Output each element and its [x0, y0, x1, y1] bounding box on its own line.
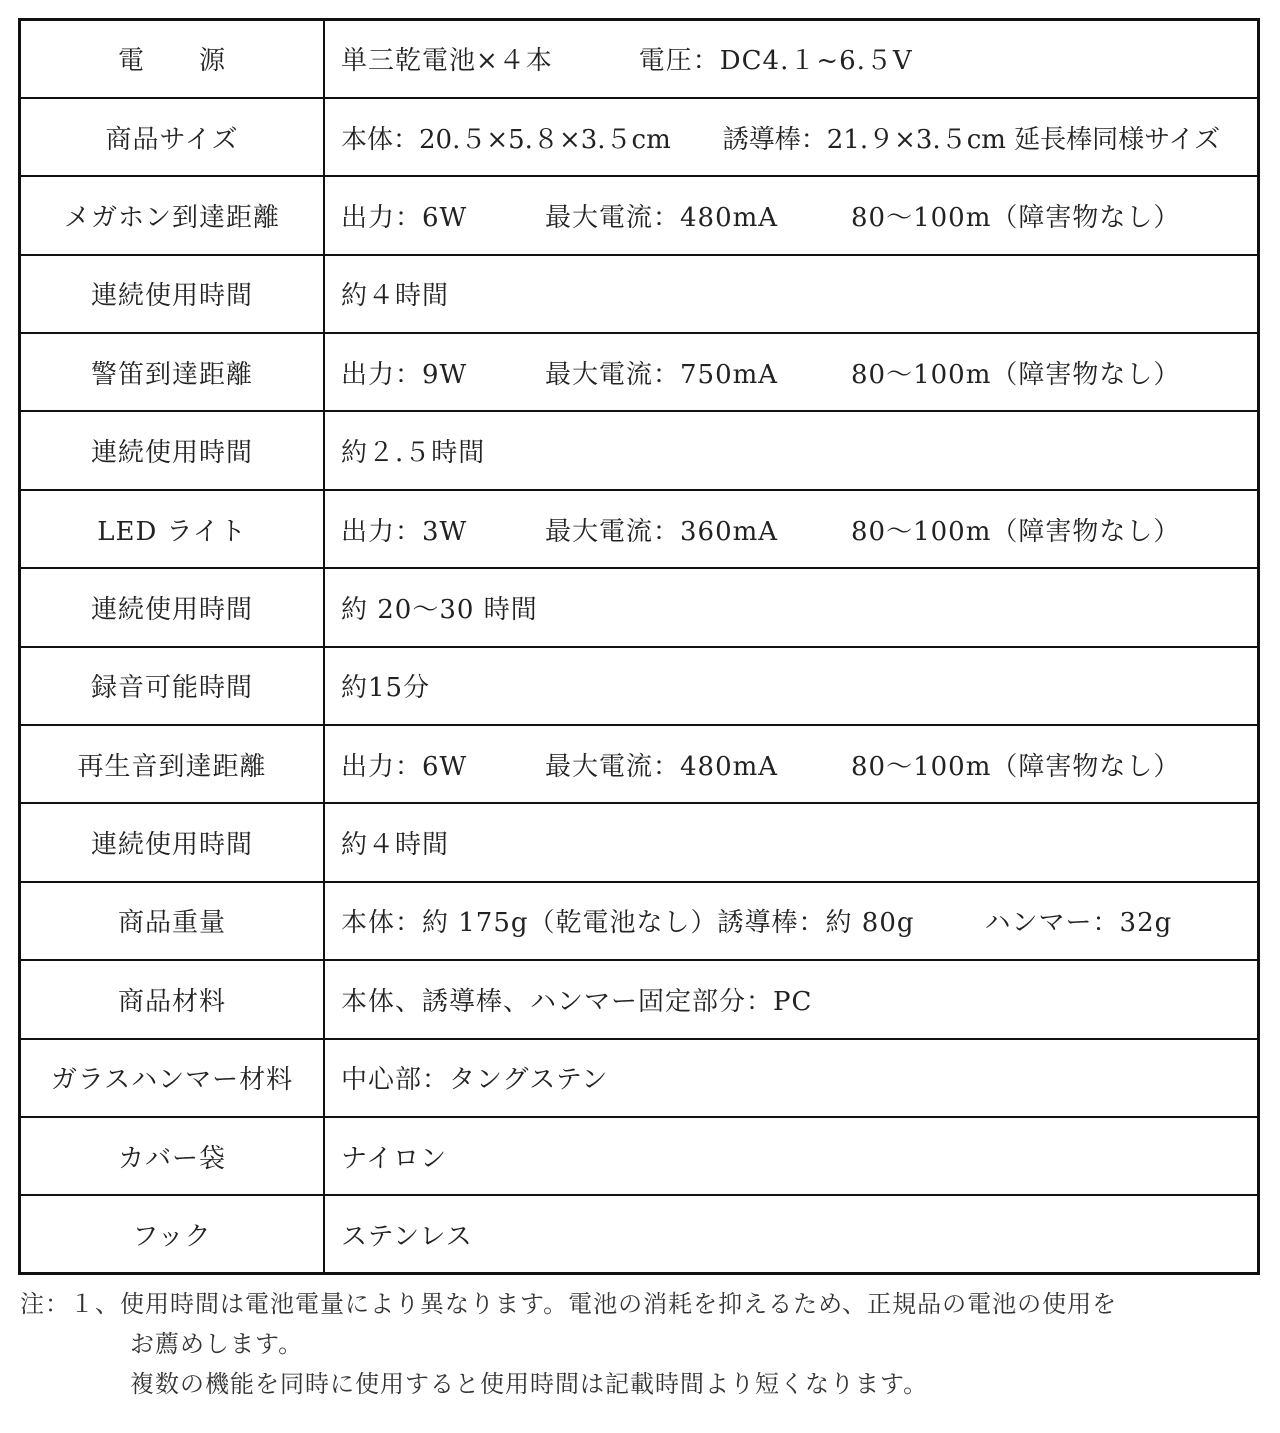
row-value	[324, 803, 1259, 881]
row-value	[324, 411, 1259, 489]
note-line: 複数の機能を同時に使用すると使用時間は記載時間より短くなります。	[130, 1370, 929, 1398]
table-row	[20, 1039, 1259, 1117]
row-label: 連続使用時間	[20, 803, 325, 881]
spec-table	[18, 18, 1260, 1275]
row-value	[324, 647, 1259, 725]
value-segment: 出力：9W	[341, 359, 468, 390]
row-label: 録音可能時間	[20, 647, 325, 725]
value-segment: ハンマー：32g	[984, 908, 1173, 939]
value-segment: 出力：6W	[341, 751, 468, 782]
value-segment: 出力：6W	[341, 202, 468, 233]
row-value	[324, 882, 1259, 960]
table-row	[20, 411, 1259, 489]
row-value	[324, 255, 1259, 333]
row-label: 連続使用時間	[20, 411, 325, 489]
table-row	[20, 882, 1259, 960]
table-row	[20, 568, 1259, 646]
note-line: お薦めします。	[130, 1330, 304, 1358]
value-segment: 最大電流：480mA	[545, 751, 779, 782]
table-row	[20, 647, 1259, 725]
value-segment: 80～100m（障害物なし）	[851, 516, 1181, 547]
value-segment: 約 20～30 時間	[341, 594, 538, 625]
row-value	[324, 568, 1259, 646]
row-value	[324, 20, 1259, 98]
value-segment: 最大電流：480mA	[545, 202, 779, 233]
value-segment: 約15分	[341, 673, 431, 704]
row-label: 連続使用時間	[20, 255, 325, 333]
row-label: 商品重量	[20, 882, 325, 960]
table-row	[20, 333, 1259, 411]
table-row	[20, 1195, 1259, 1273]
table-row	[20, 1117, 1259, 1195]
value-segment: 約４時間	[341, 281, 450, 312]
value-segment: 約４時間	[341, 830, 450, 861]
table-row	[20, 98, 1259, 176]
table-row	[20, 960, 1259, 1038]
row-label: 商品材料	[20, 960, 325, 1038]
note-line: 注：１、使用時間は電池電量により異なります。電池の消耗を抑えるため、正規品の電池の使用を	[20, 1290, 1118, 1318]
value-segment: 最大電流：360mA	[545, 516, 779, 547]
value-segment: 電圧：DC4.１~6.５V	[638, 46, 913, 77]
table-row	[20, 20, 1259, 98]
row-value	[324, 1117, 1259, 1195]
value-segment: 80～100m（障害物なし）	[851, 359, 1181, 390]
row-label: フック	[20, 1195, 325, 1273]
row-label: 連続使用時間	[20, 568, 325, 646]
value-segment: 出力：3W	[341, 516, 468, 547]
row-label: ガラスハンマー材料	[20, 1039, 325, 1117]
row-label: カバー袋	[20, 1117, 325, 1195]
value-segment: 本体：20.５×5.８×3.５cm	[341, 124, 671, 155]
row-label: 警笛到達距離	[20, 333, 325, 411]
row-value	[324, 725, 1259, 803]
row-value	[324, 490, 1259, 568]
usage-notes	[20, 1284, 1260, 1404]
table-row	[20, 803, 1259, 881]
row-label: 再生音到達距離	[20, 725, 325, 803]
value-segment: 最大電流：750mA	[545, 359, 779, 390]
row-value	[324, 1039, 1259, 1117]
row-label: 商品サイズ	[20, 98, 325, 176]
value-segment: ナイロン	[341, 1143, 448, 1174]
row-label: メガホン到達距離	[20, 176, 325, 254]
value-segment: 誘導棒：21.９×3.５cm 延長棒同様サイズ	[722, 124, 1221, 155]
value-segment: ステンレス	[341, 1221, 473, 1252]
table-row	[20, 490, 1259, 568]
row-label: 電 源	[20, 20, 325, 98]
row-value	[324, 98, 1259, 176]
value-segment: 本体、誘導棒、ハンマー固定部分：PC	[341, 986, 813, 1017]
row-value	[324, 1195, 1259, 1273]
row-value	[324, 960, 1259, 1038]
table-row	[20, 176, 1259, 254]
value-segment: 約２.５時間	[341, 438, 486, 469]
row-label: LED ライト	[20, 490, 325, 568]
row-value	[324, 176, 1259, 254]
value-segment: 80～100m（障害物なし）	[851, 751, 1181, 782]
row-value	[324, 333, 1259, 411]
table-row	[20, 725, 1259, 803]
value-segment: 単三乾電池×４本	[341, 46, 553, 77]
value-segment: 中心部：タングステン	[341, 1065, 609, 1096]
table-row	[20, 255, 1259, 333]
value-segment: 本体：約 175g（乾電池なし）誘導棒：約 80g	[341, 908, 915, 939]
value-segment: 80～100m（障害物なし）	[851, 202, 1181, 233]
